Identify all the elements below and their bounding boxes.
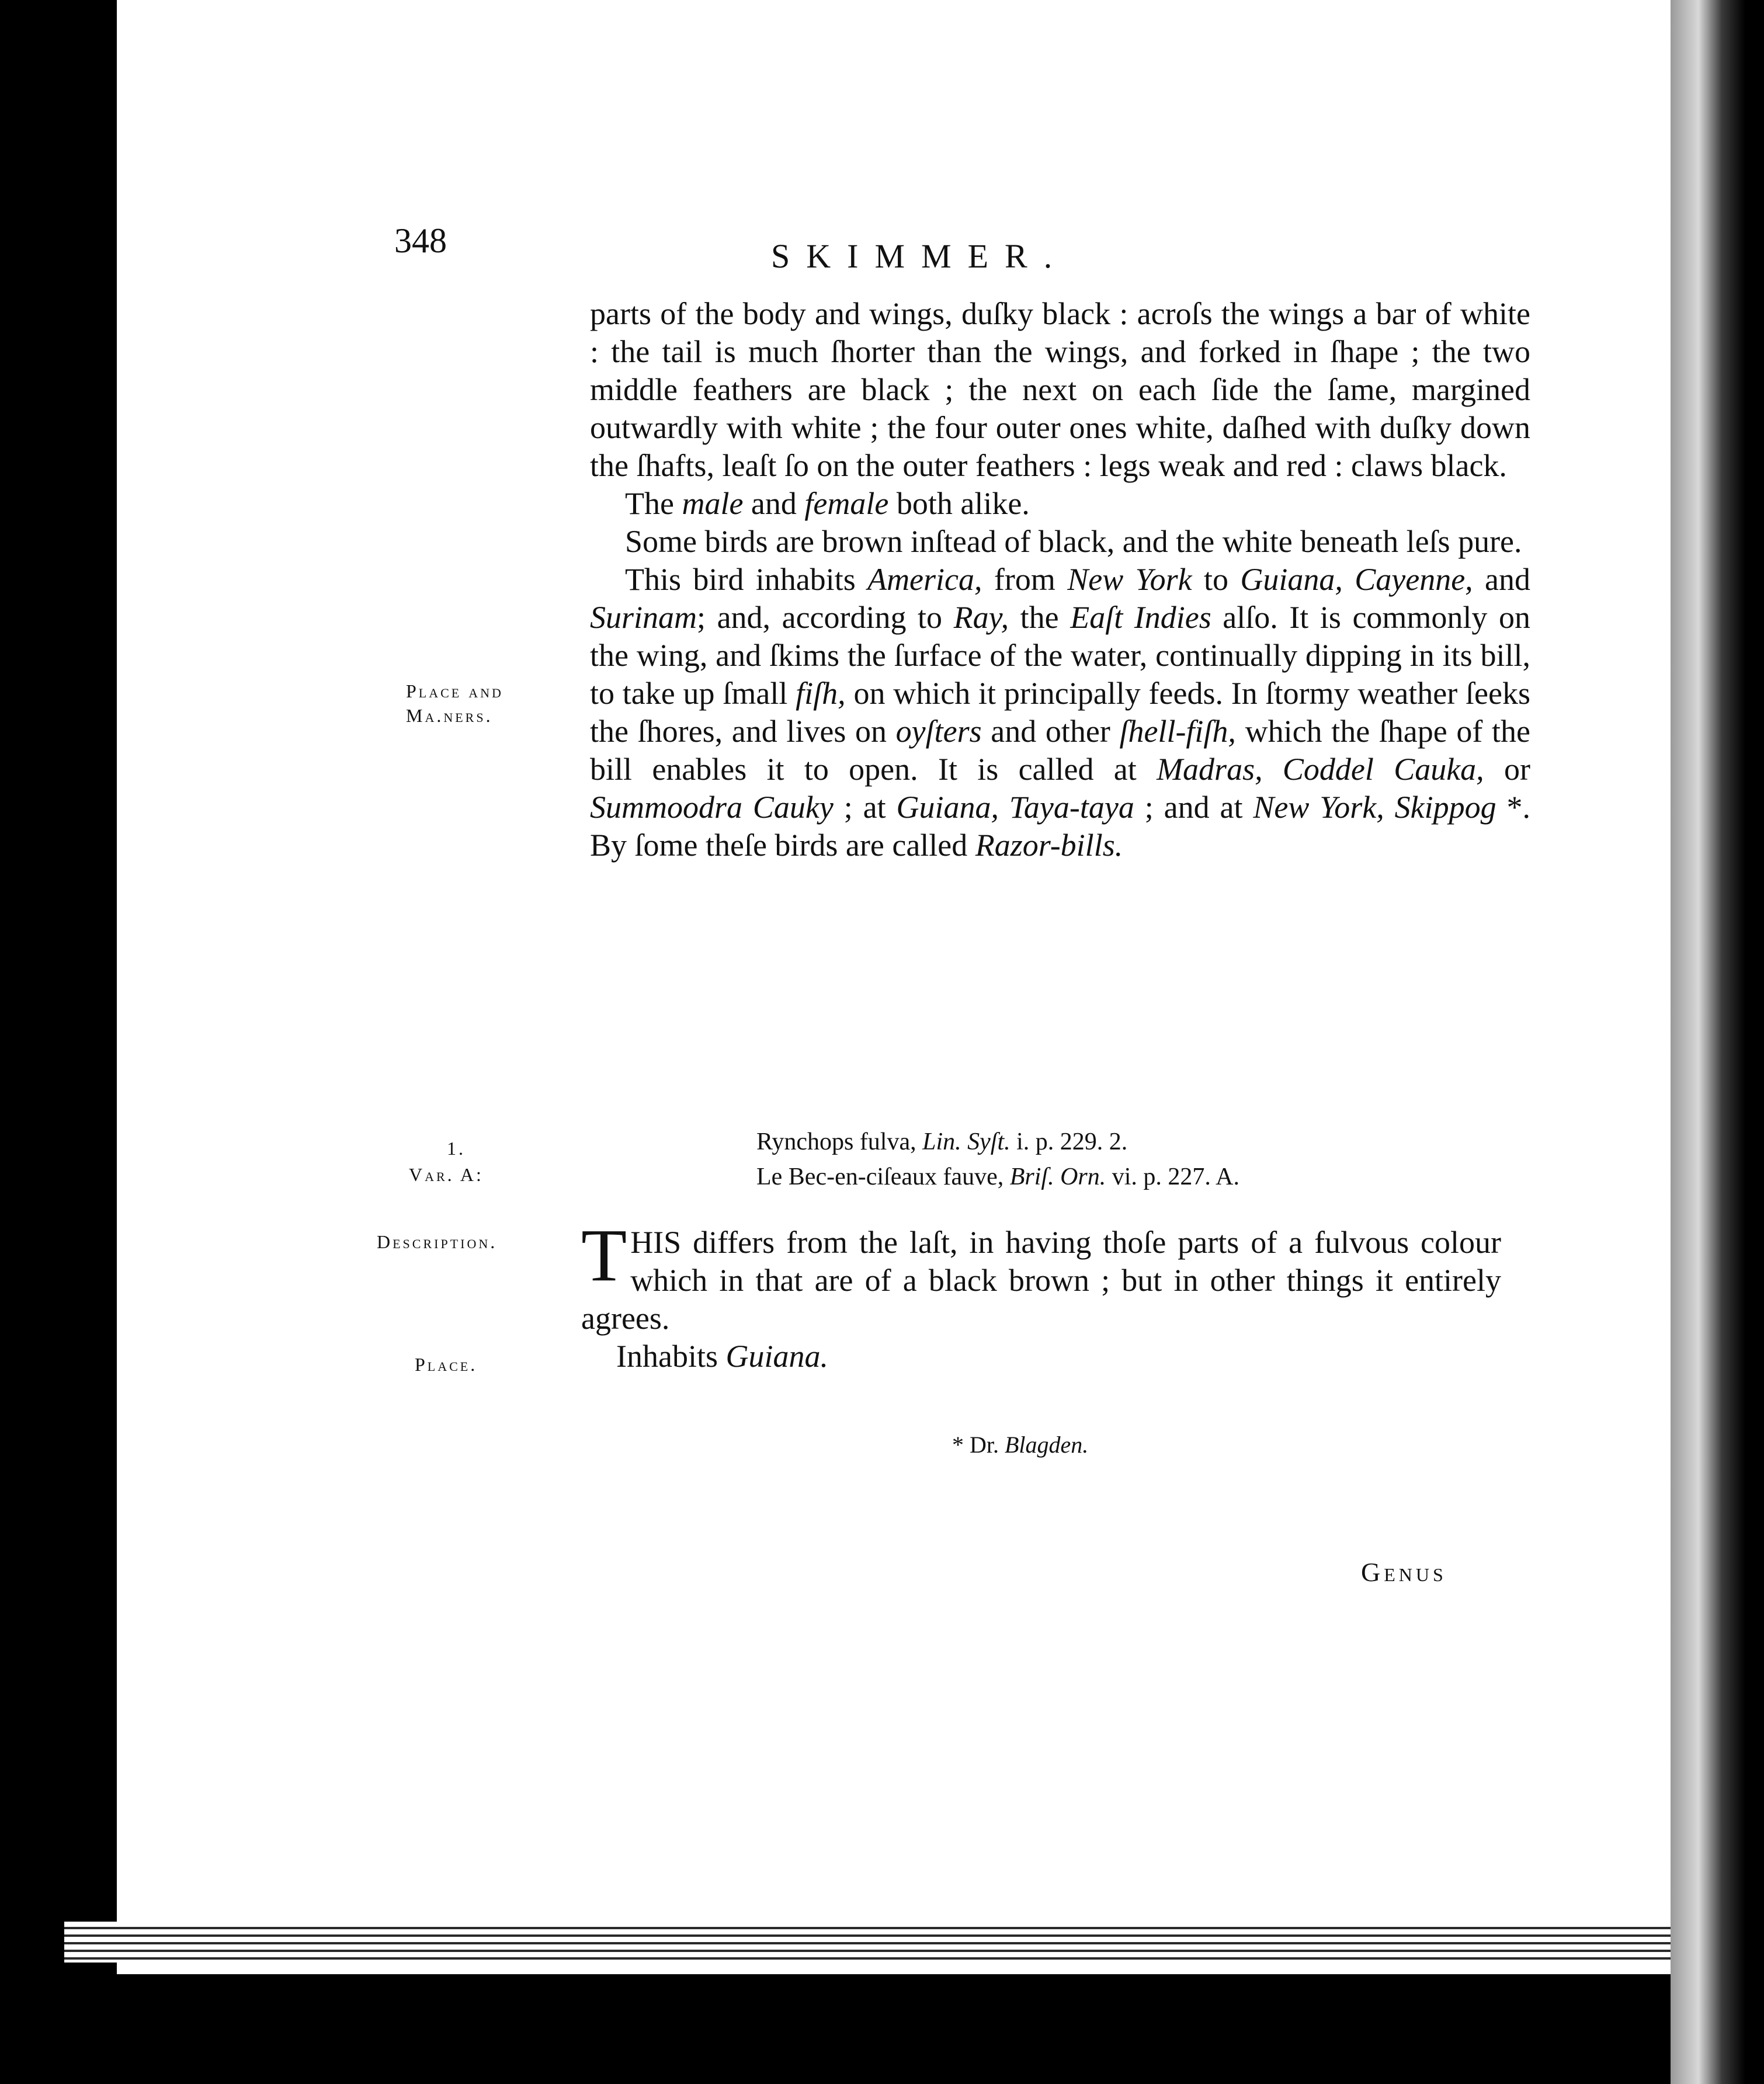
margin-label-description: Description. bbox=[377, 1231, 498, 1252]
variety-section bbox=[581, 1214, 1501, 1376]
margin-label-place: Place. bbox=[415, 1354, 478, 1375]
catchword: Genus bbox=[1361, 1557, 1447, 1587]
paragraph-place-manners: This bird inhabits America, from New York to Guiana, Cayenne, and Surinam; and, according to Ray, the Eaſt Indies alſo. It is commonly on the wing, and ſkims the ſurface of the water, continually dipping in its bill, to take up ſmall fiſh, on which it principally feeds. In ſtormy weather ſeeks the ſhores, and lives on oyſters and other ſhell-fiſh, which the ſhape of the bill enables it to open. It is called at Madras, Coddel Cauka, or Summoodra Cauky ; at Guiana, Taya-taya ; and at New York, Skippog *. By ſome theſe birds are called Razor-bills. bbox=[590, 562, 1531, 863]
variety-place: Inhabits Guiana. bbox=[616, 1339, 828, 1374]
variety-description: THIS differs from the laſt, in having thoſe parts of a fulvous colour which in that are of a black brown ; but in other things it entirely agrees. bbox=[581, 1214, 1501, 1336]
footnote: * Dr. Blagden. bbox=[952, 1432, 1089, 1458]
page-edge-bottom bbox=[64, 1922, 1671, 1963]
margin-label-variety: Var. A: bbox=[409, 1164, 484, 1185]
paragraph-variation: Some birds are brown inſtead of black, and the white beneath leſs pure. bbox=[625, 524, 1522, 559]
margin-label-variety-number: 1. bbox=[447, 1138, 466, 1159]
paragraph-plumage: parts of the body and wings, duſky black : acroſs the wings a bar of white : the tail is much ſhorter than the wings, and forked in ſhape ; the two middle feathers are black ; the next on each ſide the ſame, margined outwardly with white ; the four outer ones white, daſhed with duſky down the ſhafts, leaſt ſo on the outer feathers : legs weak and red : claws black. bbox=[590, 296, 1530, 483]
synonymy bbox=[756, 1124, 1574, 1194]
facing-page-edge bbox=[1671, 0, 1764, 2084]
synonym-linnaeus: Rynchops fulva, Lin. Syſt. i. p. 229. 2. bbox=[756, 1128, 1128, 1155]
drop-cap: T bbox=[581, 1214, 627, 1297]
synonym-brisson: Le Bec-en-ciſeaux fauve, Briſ. Orn. vi. p. 227. A. bbox=[756, 1163, 1239, 1190]
page-number: 348 bbox=[394, 221, 447, 260]
margin-label-place-and-manners: Place and Ma.ners. bbox=[406, 680, 503, 726]
running-head: SKIMMER. bbox=[771, 237, 1069, 275]
paragraph-sexes: The male and female both alike. bbox=[625, 486, 1030, 521]
main-text bbox=[590, 295, 1530, 864]
